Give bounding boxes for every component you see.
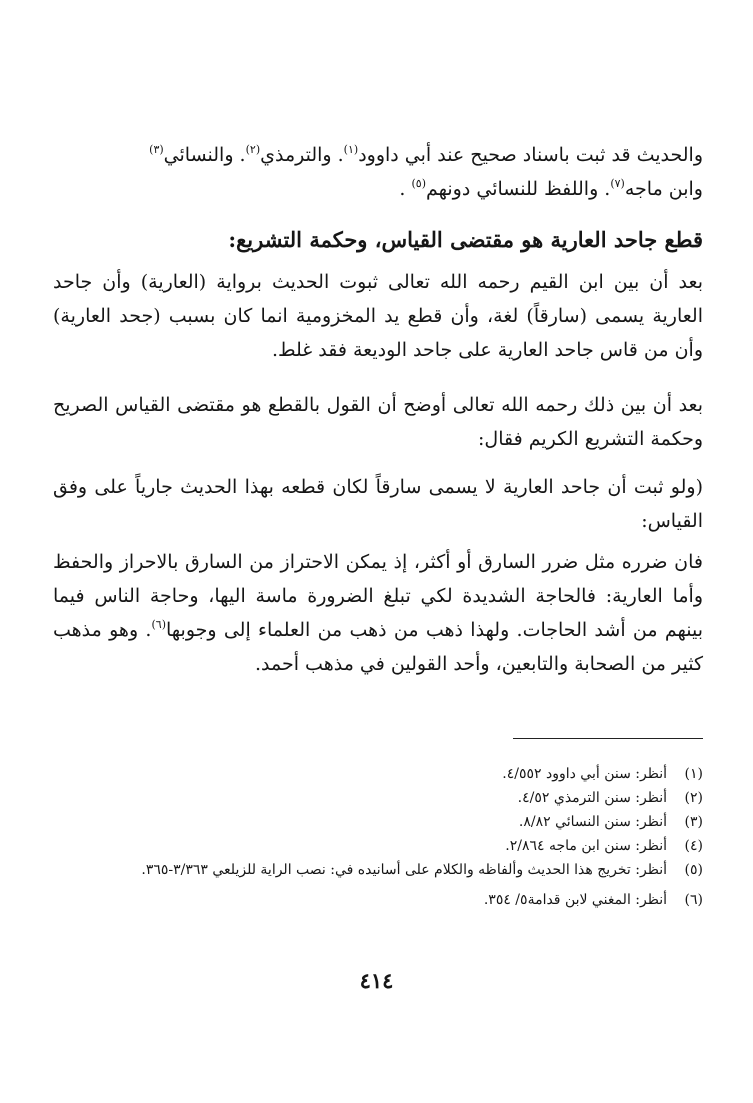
- footnote-text: أنظر: تخريج هذا الحديث وألفاظه والكلام على أسانيده في: نصب الراية للزيلعي ٣/٣٦٣-٣٦٥.: [141, 862, 667, 878]
- footnote-ref-3: (٣): [149, 142, 164, 156]
- footnote-text: أنظر: سنن أبي داوود ٤/٥٥٢.: [502, 766, 667, 782]
- footnote-text: أنظر: سنن النسائي ٨/٨٢.: [518, 814, 667, 830]
- footnote-text: أنظر: المغني لابن قدامة٥/ ٣٥٤.: [483, 892, 667, 908]
- footnote-ref-6: (٦): [151, 617, 166, 631]
- paragraph-3-text: (ولو ثبت أن جاحد العارية لا يسمى سارقاً لكان قطعه بهذا الحديث جارياً على وفق القياس:: [53, 476, 703, 532]
- footnote-ref-5: (٥): [411, 176, 426, 190]
- footnote-number: (٢): [684, 790, 703, 806]
- footnote-ref-2: (٢): [245, 142, 261, 156]
- paragraph-4: [53, 545, 703, 681]
- footnotes-list: [38, 762, 703, 912]
- footnote-text: أنظر: سنن ابن ماجه ٢/٨٦٤.: [505, 838, 667, 854]
- intro-text-2: . والترمذي: [260, 144, 344, 166]
- section-heading: قطع جاحد العارية هو مقتضى القياس، وحكمة التشريع:: [228, 227, 703, 252]
- footnote-ref-1: (١): [343, 142, 359, 156]
- intro-text-3: . والنسائي: [163, 144, 246, 166]
- intro-text-5: . واللفظ للنسائي دونهم: [425, 178, 611, 200]
- footnote-item: [38, 810, 703, 834]
- page-number: ٤١٤: [359, 968, 394, 993]
- footnote-text: أنظر: سنن الترمذي ٤/٥٢.: [517, 790, 667, 806]
- paragraph-3: [53, 470, 703, 538]
- footnote-item: [38, 786, 703, 810]
- footnote-number: (٥): [684, 862, 703, 878]
- paragraph-4-text-a: فان ضرره مثل ضرر السارق أو أكثر، إذ يمكن الاحتراز من السارق بالاحراز والحفظ وأما العارية: فالحاجة الشديدة لكي تبلغ الضرورة ماسة اليها، وحاجة الناس فيما بينهم من أشد الحاجات. ولهذا ذهب من ذهب من العلماء إلى وجوبها: [53, 551, 703, 641]
- footnote-item: [38, 888, 703, 912]
- footnote-item: [38, 762, 703, 786]
- intro-paragraph: [53, 138, 703, 206]
- footnote-number: (٤): [684, 838, 703, 854]
- intro-text-1: والحديث قد ثبت باسناد صحيح عند أبي داوود: [358, 144, 703, 166]
- intro-text-6: .: [399, 178, 406, 200]
- footnote-number: (٦): [684, 892, 703, 908]
- paragraph-2: [53, 388, 703, 456]
- footnote-divider: [513, 738, 703, 739]
- footnote-item: [38, 834, 703, 858]
- footnote-item: [38, 858, 703, 882]
- intro-text-4: وابن ماجه: [624, 178, 703, 200]
- footnote-ref-4: (٧): [610, 176, 625, 190]
- paragraph-4-text-b: . وهو مذهب كثير من الصحابة والتابعين، وأحد القولين في مذهب أحمد.: [53, 619, 703, 675]
- paragraph-1: [53, 265, 703, 367]
- footnote-number: (١): [684, 766, 703, 782]
- footnote-number: (٣): [684, 814, 703, 830]
- paragraph-1-text: بعد أن بين ابن القيم رحمه الله تعالى ثبوت الحديث برواية (العارية) وأن جاحد العارية يسمى (سارقاً) لغة، وأن قطع يد المخزومية انما كان بسبب (جحد العارية) وأن من قاس جاحد العارية على جاحد الوديعة فقد غلط.: [53, 271, 703, 361]
- paragraph-2-text: بعد أن بين ذلك رحمه الله تعالى أوضح أن القول بالقطع هو مقتضى القياس الصريح وحكمة التشريع الكريم فقال:: [53, 394, 703, 450]
